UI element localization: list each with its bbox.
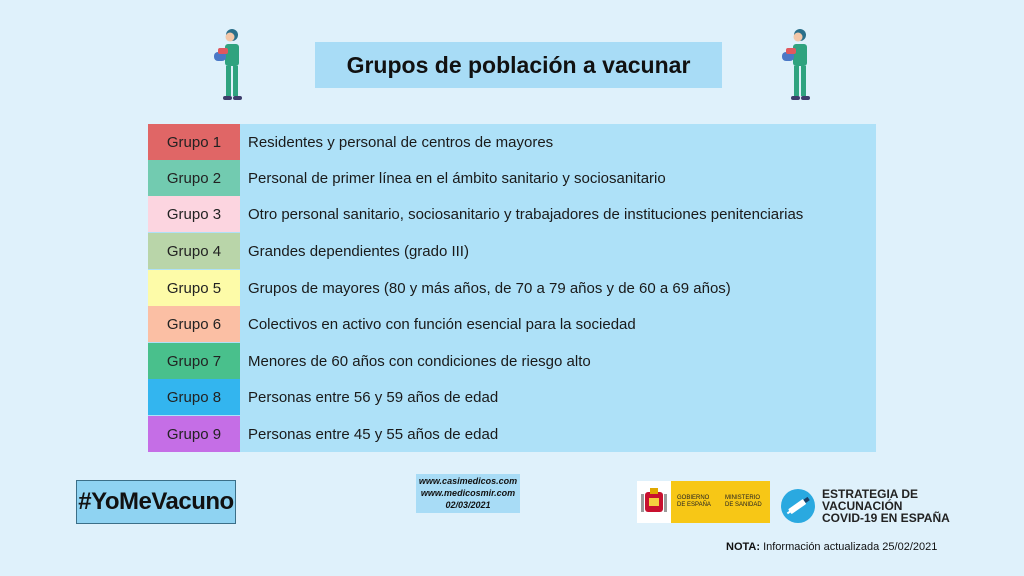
group-row	[148, 196, 876, 232]
group-label: Grupo 3	[148, 196, 240, 232]
group-description: Personal de primer línea en el ámbito sanitario y sociosanitario	[248, 169, 666, 187]
group-row	[148, 270, 876, 306]
syringe-icon	[780, 488, 816, 524]
group-label: Grupo 2	[148, 160, 240, 196]
group-description: Grupos de mayores (80 y más años, de 70 a 79 años y de 60 a 69 años)	[248, 279, 731, 297]
group-row	[148, 306, 876, 342]
group-label: Grupo 6	[148, 306, 240, 342]
groups-table	[148, 124, 876, 452]
nurse-illustration-right	[776, 26, 816, 104]
group-row	[148, 379, 876, 415]
group-row	[148, 416, 876, 452]
note-text: Información actualizada 25/02/2021	[763, 541, 938, 553]
group-description: Personas entre 56 y 59 años de edad	[248, 388, 499, 406]
vaccination-strategy-logo	[780, 484, 980, 528]
group-label: Grupo 4	[148, 233, 240, 269]
group-row	[148, 343, 876, 379]
note-label: NOTA:	[726, 541, 761, 553]
group-label: Grupo 9	[148, 416, 240, 452]
credits-box	[416, 474, 520, 513]
page-title: Grupos de población a vacunar	[315, 42, 722, 88]
strategy-line-1: ESTRATEGIA DE	[822, 487, 919, 501]
strategy-line-2: VACUNACIÓN	[822, 499, 903, 513]
group-label: Grupo 7	[148, 343, 240, 379]
credit-date: 02/03/2021	[445, 500, 491, 510]
government-logo	[637, 481, 770, 523]
group-description: Colectivos en activo con función esencial para la sociedad	[248, 315, 636, 333]
credit-link-casimedicos[interactable]: www.casimedicos.com	[418, 476, 518, 486]
group-description: Otro personal sanitario, sociosanitario y trabajadores de instituciones penitenciarias	[248, 205, 804, 223]
group-row	[148, 160, 876, 196]
coat-of-arms-icon	[637, 481, 671, 523]
group-label: Grupo 1	[148, 124, 240, 160]
group-description: Menores de 60 años con condiciones de riesgo alto	[248, 352, 591, 370]
group-label: Grupo 8	[148, 379, 240, 415]
credit-link-medicosmir[interactable]: www.medicosmir.com	[420, 488, 516, 498]
strategy-line-3: COVID-19 EN ESPAÑA	[822, 511, 950, 525]
group-description: Personas entre 45 y 55 años de edad	[248, 425, 499, 443]
hashtag-banner: #YoMeVacuno	[76, 480, 236, 524]
group-row	[148, 124, 876, 160]
group-description: Residentes y personal de centros de mayores	[248, 133, 554, 151]
ministerio-text: MINISTERIO DE SANIDAD	[725, 495, 762, 508]
gobierno-text: GOBIERNO DE ESPAÑA	[677, 495, 711, 508]
group-label: Grupo 5	[148, 270, 240, 306]
group-description: Grandes dependientes (grado III)	[248, 242, 469, 260]
update-note	[726, 541, 937, 553]
group-row	[148, 233, 876, 269]
nurse-illustration-left	[208, 26, 248, 104]
